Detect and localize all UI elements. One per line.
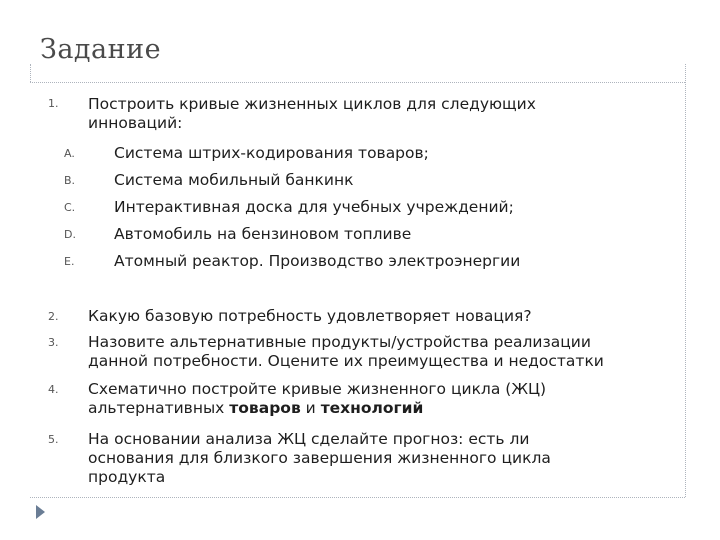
item-text: На основании анализа ЖЦ сделайте прогноз: есть ли: [88, 430, 530, 448]
item-text-rich: [88, 399, 423, 418]
play-arrow-icon: [36, 505, 45, 519]
item-text: данной потребности. Оцените их преимущества и недостатки: [88, 352, 604, 370]
divider-corner-left: [30, 64, 31, 82]
subitem-text: Система мобильный банкинк: [114, 171, 354, 189]
item-number: 4.: [48, 383, 59, 396]
subitem-letter: A.: [64, 147, 75, 160]
subitem-letter: D.: [64, 228, 76, 241]
item-text: основания для близкого завершения жизненного цикла: [88, 449, 551, 467]
item-text-bold: технологий: [320, 399, 424, 417]
item-text: инноваций:: [88, 114, 183, 132]
item-text: Схематично постройте кривые жизненного цикла (ЖЦ): [88, 380, 547, 398]
subitem-letter: E.: [64, 255, 75, 268]
title-divider: [30, 82, 685, 83]
item-text: Назовите альтернативные продукты/устройства реализации: [88, 333, 591, 351]
item-text: Какую базовую потребность удовлетворяет новация?: [88, 307, 532, 325]
subitem-text: Атомный реактор. Производство электроэнергии: [114, 252, 521, 270]
item-text: продукта: [88, 468, 166, 486]
divider-right-edge: [685, 64, 686, 497]
slide-title: Задание: [40, 34, 162, 65]
subitem-text: Интерактивная доска для учебных учреждений;: [114, 198, 514, 216]
item-number: 5.: [48, 433, 59, 446]
item-number: 2.: [48, 310, 59, 323]
footer-divider: [30, 497, 685, 498]
item-number: 1.: [48, 97, 59, 110]
item-text-segment: альтернативных: [88, 399, 230, 417]
item-text-bold: товаров: [229, 399, 301, 417]
subitem-text: Автомобиль на бензиновом топливе: [114, 225, 412, 243]
subitem-letter: B.: [64, 174, 76, 187]
subitem-text: Система штрих-кодирования товаров;: [114, 144, 429, 162]
subitem-letter: C.: [64, 201, 76, 214]
item-number: 3.: [48, 336, 59, 349]
item-text-segment: и: [300, 399, 321, 417]
item-text: Построить кривые жизненных циклов для следующих: [88, 95, 536, 113]
